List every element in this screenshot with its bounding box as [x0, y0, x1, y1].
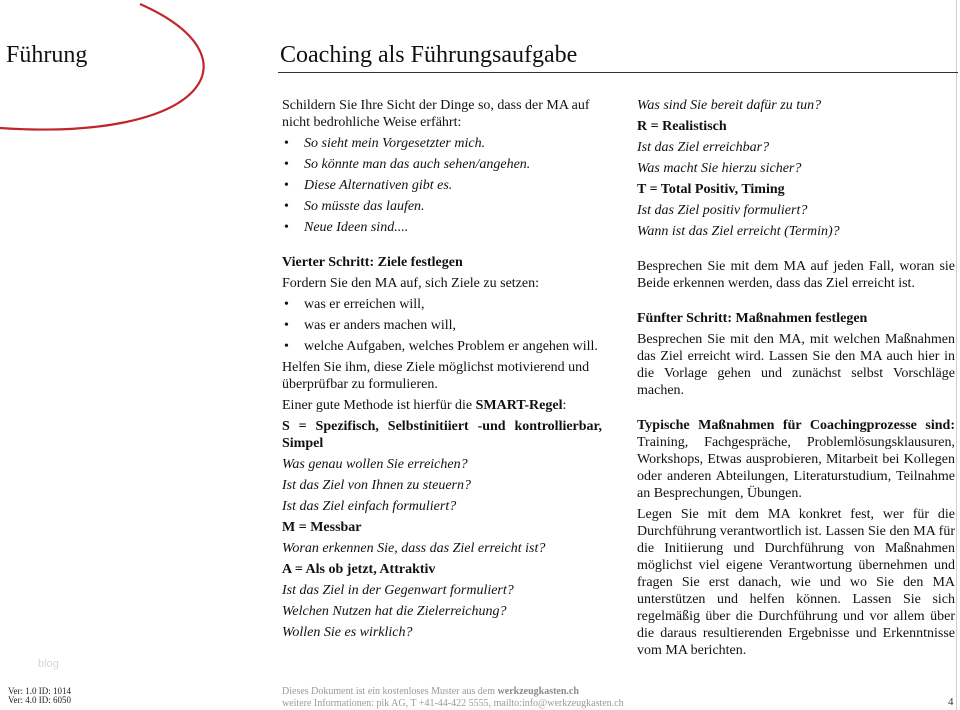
title-underline — [278, 72, 958, 73]
version-line-1: Ver: 1.0 ID: 1014 — [8, 686, 71, 696]
list-item: • was er anders machen will, — [282, 317, 602, 334]
smart-question: Ist das Ziel von Ihnen zu steuern? — [282, 478, 471, 493]
smart-r-heading: R = Realistisch — [637, 119, 727, 134]
step5-text: Besprechen Sie mit den MA, mit welchen Maßnahmen das Ziel erreicht wird. Lassen Sie den MA auch hier in die Vorlage gehen und zunächst selbst Vorschläge machen. — [637, 332, 955, 398]
smart-question: Was genau wollen Sie erreichen? — [282, 457, 468, 472]
list-item: • Diese Alternativen gibt es. — [282, 177, 602, 194]
right-edge-line — [956, 0, 957, 710]
motivate-paragraph: Helfen Sie ihm, diese Ziele möglichst motivierend und überprüfbar zu formulieren. — [282, 360, 590, 392]
typical-measures-text: Training, Fachgespräche, Problemlösungsklausuren, Workshops, Etwas ausprobieren, Mitarbeit bei Kollegen oder anderen Abteilungen, Literaturstudium, Teilnahme an Besprechungen, Übungen. — [637, 435, 955, 501]
footer-line-2[interactable]: weitere Informationen: pik AG, T +41-44-422 5555, mailto:info@werkzeugkasten.ch — [282, 698, 624, 709]
right-column — [637, 97, 955, 663]
smart-t-heading: T = Total Positiv, Timing — [637, 182, 785, 197]
smart-question: Wann ist das Ziel erreicht (Termin)? — [637, 224, 840, 239]
list-item: • Neue Ideen sind.... — [282, 219, 602, 236]
smart-question: Ist das Ziel positiv formuliert? — [637, 203, 808, 218]
footer-site-link[interactable]: werkzeugkasten.ch — [497, 686, 579, 697]
section-title: Führung — [6, 42, 88, 68]
typical-measures-paragraph — [637, 417, 955, 502]
intro-paragraph: Schildern Sie Ihre Sicht der Dinge so, dass der MA auf nicht bedrohliche Weise erfährt: — [282, 98, 590, 130]
method-paragraph — [282, 397, 602, 414]
step4-text: Fordern Sie den MA auf, sich Ziele zu setzen: — [282, 276, 539, 291]
list-item: • welche Aufgaben, welches Problem er angehen will. — [282, 338, 602, 355]
final-paragraph: Legen Sie mit dem MA konkret fest, wer für die Durchführung verantwortlich ist. Lassen Sie den MA für die Initiierung und Durchführung von Maßnahmen möglichst viel eigene Verantwortung übernehmen und fragen Sie erst danach, wie und wo Sie den MA unterstützen und helfen können. Lassen Sie sich regelmäßig über die Durchführung und vor allem über die daraus resultierenden Ergebnisse und Erkenntnisse vom MA berichten. — [637, 507, 955, 658]
smart-question: Was macht Sie hierzu sicher? — [637, 161, 802, 176]
step5-heading: Fünfter Schritt: Maßnahmen festlegen — [637, 311, 868, 326]
smart-rule-label: SMART-Regel — [475, 398, 563, 413]
footer-line-1 — [282, 686, 579, 697]
smart-question: Ist das Ziel erreichbar? — [637, 140, 770, 155]
method-suffix: : — [562, 398, 567, 413]
step4-bullet-list — [282, 296, 602, 355]
smart-a-heading: A = Als ob jetzt, Attraktiv — [282, 562, 436, 577]
list-item: • was er erreichen will, — [282, 296, 602, 313]
footer-prefix: Dieses Dokument ist ein kostenloses Muster aus dem — [282, 686, 498, 697]
smart-question: Ist das Ziel in der Gegenwart formuliert? — [282, 583, 514, 598]
typical-measures-heading: Typische Maßnahmen für Coachingprozesse sind: — [637, 418, 955, 433]
page-number: 4 — [948, 696, 954, 708]
smart-question: Ist das Ziel einfach formuliert? — [282, 499, 457, 514]
page-title: Coaching als Führungsaufgabe — [280, 42, 578, 68]
step4-heading: Vierter Schritt: Ziele festlegen — [282, 255, 463, 270]
smart-m-heading: M = Messbar — [282, 520, 362, 535]
decorative-red-arc — [0, 0, 240, 140]
smart-question: Wollen Sie es wirklich? — [282, 625, 413, 640]
method-prefix: Einer gute Methode ist hierfür die — [282, 398, 476, 413]
list-item: • So sieht mein Vorgesetzter mich. — [282, 135, 602, 152]
smart-s-heading: S = Spezifisch, Selbstinitiiert -und kontrollierbar, Simpel — [282, 419, 602, 451]
smart-question: Woran erkennen Sie, dass das Ziel erreicht ist? — [282, 541, 546, 556]
version-line-2: Ver: 4.0 ID: 6050 — [8, 695, 71, 705]
list-item: • So müsste das laufen. — [282, 198, 602, 215]
list-item: • So könnte man das auch sehen/angehen. — [282, 156, 602, 173]
intro-bullet-list — [282, 135, 602, 236]
left-column — [282, 97, 602, 645]
watermark-text: blog — [38, 658, 59, 670]
smart-question: Was sind Sie bereit dafür zu tun? — [637, 98, 822, 113]
discuss-paragraph: Besprechen Sie mit dem MA auf jeden Fall, woran sie Beide erkennen werden, dass das Ziel erreicht ist. — [637, 259, 955, 291]
smart-question: Welchen Nutzen hat die Zielerreichung? — [282, 604, 507, 619]
